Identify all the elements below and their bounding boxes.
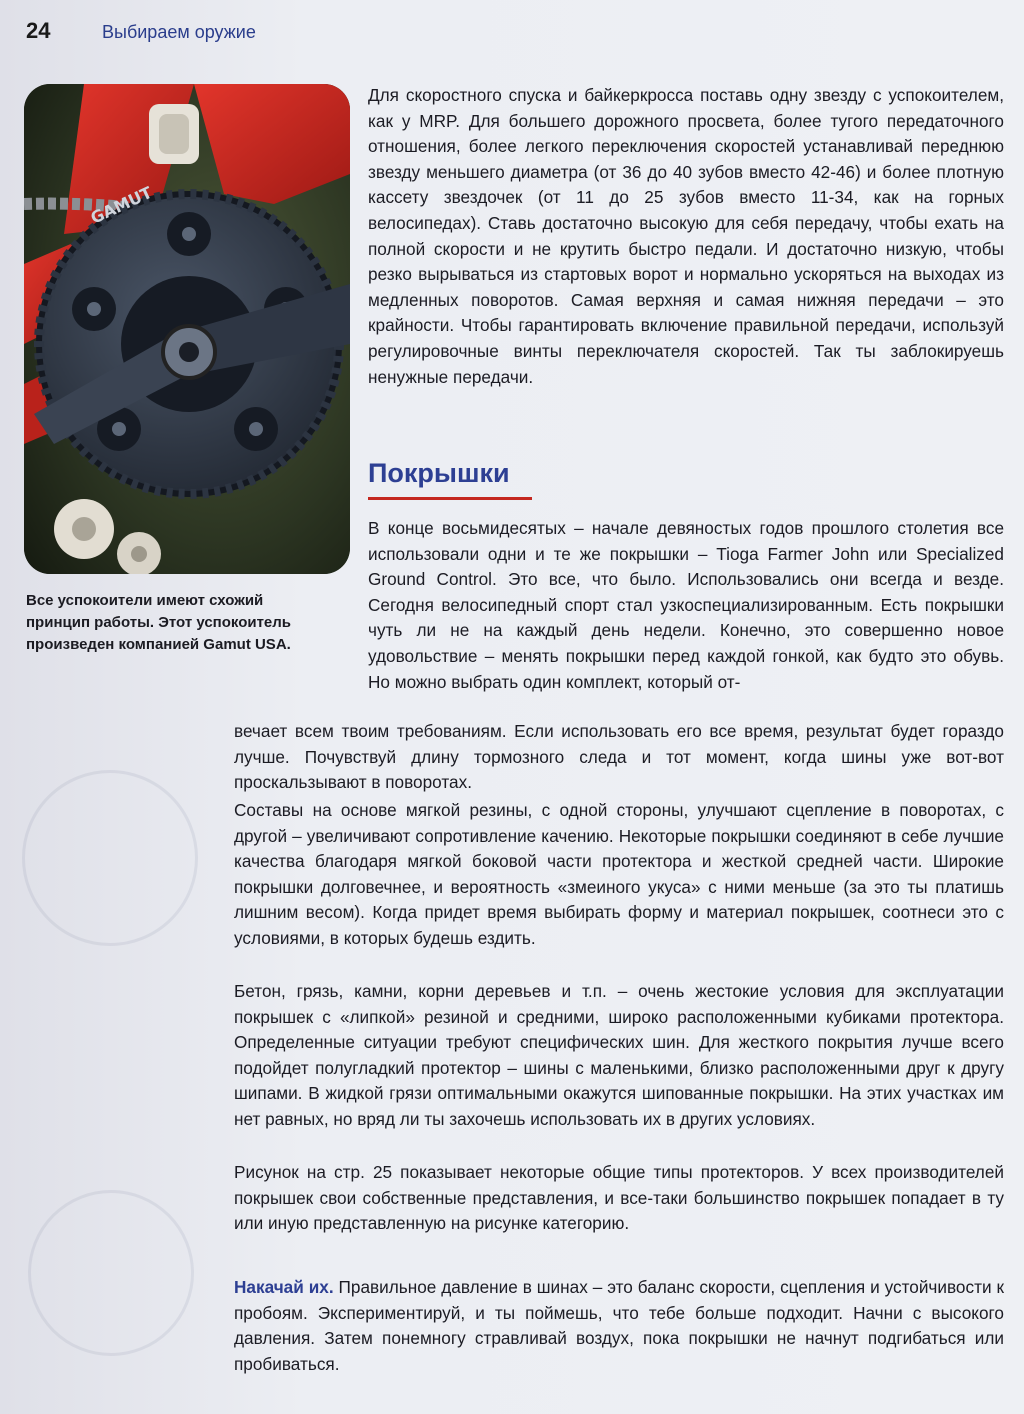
tires-paragraph-5: [234, 1275, 1004, 1377]
tires-paragraph-1-part-2: вечает всем твоим требованиям. Если использовать его все время, результат будет гораздо лучше. Почувствуй длину тормозного следа и тот момент, когда шины уже вот-вот проскальзывают в поворотах.: [234, 721, 1004, 793]
bleed-through-wheel: [22, 770, 198, 946]
paragraph-body: Правильное давление в шинах – это баланс скорости, сцепления и устойчивости к пробоям. Экспериментируй, и ты поймешь, что тебе больше подходит. Начни с высокого давления. Затем понемногу стравливай воздух, пока покрышки не начнут подгибаться или пробиваться.: [234, 1277, 1004, 1374]
page-number: 24: [26, 18, 51, 43]
tires-paragraph-1-part-1: В конце восьмидесятых – начале девяностых годов прошлого столетия все использовали одни и те же покрышки – Tioga Farmer John или Specialized Ground Control. Это все, что было. Использовались они всегда и везде. Сегодня велосипедный спорт стал узкоспециализированным. Есть покрышки чуть ли не на каждый день недели. Конечно, это совершенно новое удовольствие – менять покрышки перед каждой гонкой, как будто это обувь. Но можно выбрать один комплект, который от-: [368, 518, 1004, 692]
section-title-underline: [368, 497, 532, 500]
chainguide-photo: [24, 84, 350, 574]
paragraph-lead-in: Накачай их.: [234, 1277, 334, 1297]
chapter-title: Выбираем оружие: [102, 22, 256, 42]
tires-paragraph-2: Составы на основе мягкой резины, с одной стороны, улучшают сцепление в поворотах, с другой – увеличивают сопротивление качению. Некоторые покрышки соединяют в себе лучшие качества благодаря мягкой боковой части протектора и жесткой средней части. Широкие покрышки долговечнее, и вероятность «змеиного укуса» с ними меньше (за это ты платишь лишним весом). Когда придет время выбирать форму и материал покрышек, соотнеси это с условиями, в которых будешь ездить.: [234, 800, 1004, 948]
tires-paragraph-4: Рисунок на стр. 25 показывает некоторые общие типы протекторов. У всех производителей покрышек свои собственные представления, и все-таки большинство покрышек попадает в ту или иную представленную на рисунке категорию.: [234, 1162, 1004, 1234]
chainguide-illustration: [24, 84, 350, 574]
bleed-through-wheel: [28, 1190, 194, 1356]
photo-caption: Все успокоители имеют схожий принцип работы. Этот успокоитель произведен компанией Gamut USA.: [26, 592, 292, 653]
section-title: Покрышки: [368, 458, 510, 488]
intro-paragraph: Для скоростного спуска и байкеркросса поставь одну звезду с успокоителем, как у MRP. Для большего дорожного просвета, более тугого передаточного отношения, более легкого переключения скоростей устанавливай переднюю звезду меньшего диаметра (от 36 до 40 зубов вместо 42-46) и более плотную кассету звездочек (от 11 до 25 зубов вместо 11-34, как на горных велосипедах). Ставь достаточно высокую для себя передачу, чтобы ехать на полной скорости и не крутить быстро педали. И достаточно низкую, чтобы резко вырываться из стартовых ворот и нормально ускоряться на выходах из медленных поворотов. Самая верхняя и самая нижняя передачи – это крайности. Чтобы гарантировать включение правильной передачи, используй регулировочные винты переключателя скоростей. Так ты заблокируешь ненужные передачи.: [368, 85, 1004, 387]
tires-paragraph-3: Бетон, грязь, камни, корни деревьев и т.п. – очень жестокие условия для эксплуатации покрышек с «липкой» резиной и средними, широко расположенными кубиками протектора. Определенные ситуации требуют специфических шин. Для жесткого покрытия лучше всего подойдет полугладкий протектор – шины с маленькими, близко расположенными друг к другу шипами. В жидкой грязи оптимальными окажутся шипованные покрышки. На этих участках им нет равных, но вряд ли ты захочешь использовать их в других условиях.: [234, 981, 1004, 1129]
ring-brand-label: GAMUT: [87, 182, 155, 228]
